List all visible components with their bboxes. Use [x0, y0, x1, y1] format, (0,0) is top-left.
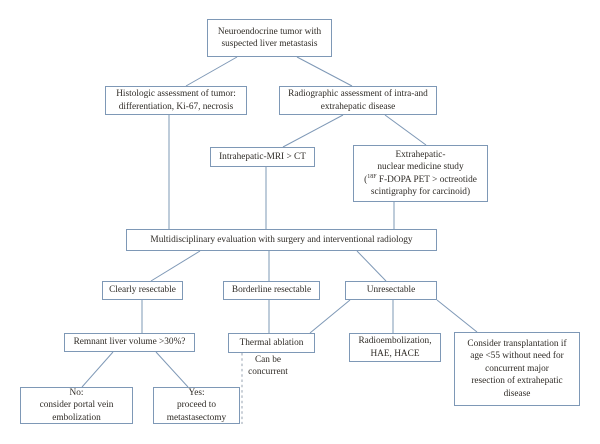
node-text: proceed to	[177, 400, 216, 411]
node-neuroendocrine-tumor	[207, 19, 332, 57]
node-text: Clearly resectable	[109, 285, 176, 296]
edge-remnant-to-yes	[156, 352, 188, 387]
edge-unresectable-to-transplant	[437, 300, 477, 332]
node-no-portal-vein-embolization	[20, 387, 133, 424]
node-text: concurrent major	[485, 363, 549, 374]
node-text: Intrahepatic-MRI > CT	[219, 151, 306, 162]
node-yes-metastasectomy	[153, 387, 240, 424]
node-text: suspected liver metastasis	[221, 39, 318, 49]
node-remnant-liver-volume	[64, 333, 195, 352]
node-text: consider portal vein	[39, 400, 114, 411]
node-text: embolization	[52, 412, 101, 423]
edge-evaluation-to-clearly	[151, 251, 200, 281]
node-text: Extrahepatic-	[395, 149, 446, 160]
node-text: extrahepatic disease	[320, 101, 396, 112]
edge-remnant-to-no	[82, 352, 113, 387]
isotope-superscript: 18F	[367, 173, 377, 180]
node-text: Yes:	[188, 387, 205, 398]
edge-evaluation-to-unresectable	[357, 251, 386, 281]
node-text: Radioembolization,	[358, 336, 432, 347]
edge-unresectable-to-thermal	[310, 300, 350, 333]
can-be-concurrent-label	[242, 355, 294, 378]
node-text: resection of extrahepatic	[471, 376, 563, 387]
node-text: nuclear medicine study	[377, 162, 464, 173]
edge-root-to-histologic	[186, 57, 237, 86]
edge-radiographic-to-extrahepatic	[385, 115, 426, 145]
node-text: Histologic assessment of tumor:	[116, 89, 236, 100]
node-text: Remnant liver volume >30%?	[73, 337, 186, 348]
node-consider-transplantation	[454, 332, 580, 406]
node-radiographic-assessment	[279, 86, 437, 115]
node-intrahepatic-mri	[210, 147, 315, 167]
node-borderline-resectable	[223, 281, 320, 300]
node-text: Unresectable	[366, 285, 416, 296]
node-text: Neuroendocrine tumor with	[217, 26, 322, 37]
label-text: Can be	[254, 355, 282, 365]
node-text: Consider transplantation if	[467, 338, 567, 349]
node-clearly-resectable	[102, 281, 183, 300]
node-text: No:	[69, 387, 84, 398]
node-text: metastasectomy	[166, 412, 227, 423]
node-thermal-ablation	[228, 333, 315, 353]
node-text: scintigraphy for carcinoid)	[370, 186, 471, 197]
node-text: Borderline resectable	[231, 285, 312, 296]
node-text: disease	[503, 388, 531, 399]
node-histologic-assessment	[105, 86, 247, 115]
node-multidisciplinary-evaluation	[126, 229, 437, 251]
node-extrahepatic-nuclear-medicine	[353, 145, 488, 202]
node-text: Multidisciplinary evaluation with surgery and interventional radiology	[150, 234, 413, 245]
label-text: concurrent	[248, 366, 288, 377]
edge-root-to-radiographic	[297, 57, 352, 86]
edge-radiographic-to-intrahepatic	[283, 115, 343, 147]
node-radioembolization	[349, 333, 441, 362]
node-text: differentiation, Ki-67, necrosis	[118, 101, 234, 112]
node-unresectable	[345, 281, 437, 300]
node-text: Thermal ablation	[239, 337, 304, 348]
node-text: Radiographic assessment of intra-and	[288, 89, 428, 100]
node-text: ($^{18F}$ F-DOPA PET > octreotide	[364, 173, 477, 185]
node-text: age <55 without need for	[470, 351, 564, 362]
node-text: HAE, HACE	[370, 348, 420, 359]
